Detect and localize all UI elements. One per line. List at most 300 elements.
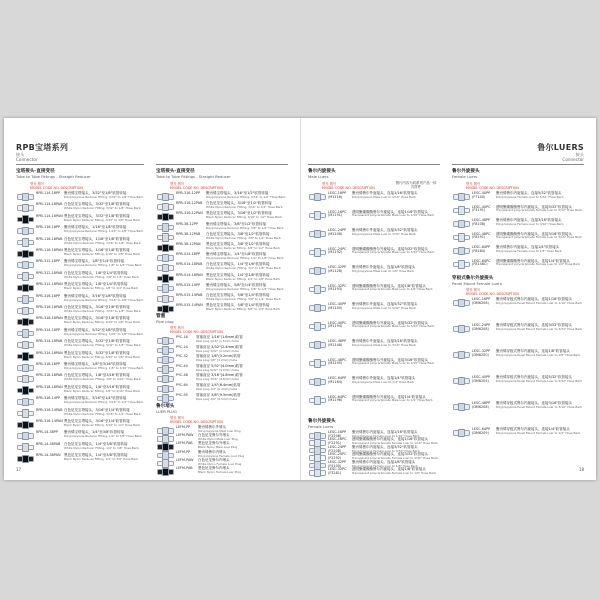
product-code: LESC-48PP (F8108) xyxy=(472,218,491,226)
description-cn: 透明聚碳酸酯鲁尔外旋接头，连接5/32"软管接头 xyxy=(352,320,428,325)
description-cn: 白色尼龙宝塔接头，1/8"至1/4"软管转接 xyxy=(64,270,128,275)
product-code: LESC-48PC (F8191) xyxy=(472,231,491,240)
product-thumbnail-icon xyxy=(14,226,36,234)
description-cn: 聚丙烯宝塔接头，5/32"至1/8"软管转接 xyxy=(64,327,127,332)
product-description xyxy=(206,294,281,302)
description-cn: 聚丙烯鲁尔内旋接头，连接1/8"软管接头 xyxy=(352,459,416,464)
product-thumbnail-icon xyxy=(14,443,36,451)
product-code: LESC-24PP (DM6208) xyxy=(472,323,491,331)
product-thumbnail-icon xyxy=(450,324,472,332)
column-header: 型号 图号 xyxy=(30,182,45,186)
description-en: Polypropylene Reducer Fitting, 3/32" to 1/8" Hose Barb xyxy=(64,194,144,199)
product-code: PYC-64 xyxy=(176,383,188,387)
series-title: RPB宝塔系列 xyxy=(16,143,69,152)
product-thumbnail-icon xyxy=(154,355,176,363)
product-code: RPB-312-18PAB xyxy=(36,270,63,275)
product-code: LESC-40PP (F7140) xyxy=(472,191,491,199)
product-description xyxy=(64,340,141,348)
description-en: Transparent polycarbonate Female Luer to 3/16" Hose Barb xyxy=(496,235,582,240)
description-en: Pipe plug 1/8" (3.2mm) tube xyxy=(196,358,238,363)
description-cn: 聚丙烯穿板式鲁尔内旋接头，连接3/32"软管接头 xyxy=(496,323,572,327)
description-cn: 黑色尼龙宝塔接头，1/8"至1/4"软管转接 xyxy=(64,282,128,287)
product-code: LESC-16PP (M1116) xyxy=(328,191,347,199)
description-en: Polypropylene Panel Mount Female Luer to 1/16" Hose Barb xyxy=(496,300,583,305)
product-row xyxy=(154,374,243,382)
description-cn: 白色尼龙宝塔接头，3/32"至1/8"软管转接 xyxy=(64,202,130,207)
description-cn: 透明聚碳酸酯鲁尔外旋接头，连接1/16"软管接头 xyxy=(352,209,428,214)
product-row xyxy=(306,211,434,219)
product-row xyxy=(306,340,417,348)
description-en: White Nylon Reducer Fitting, 3/8" to 1/2" Hose Barb xyxy=(206,235,281,240)
description-en: Pipe plug 3/32" (2.4mm) tube xyxy=(196,348,239,353)
description-cn: 管塞直径 1/8"(3.2mm)软管 xyxy=(196,354,241,359)
product-code: RPB-114-18PAN xyxy=(36,213,63,218)
product-description xyxy=(352,396,432,404)
product-row xyxy=(154,355,240,363)
product-row xyxy=(450,192,563,200)
description-cn: 聚丙烯宝塔接头，1/8"至3/16"软管转接 xyxy=(64,362,127,366)
right-page xyxy=(300,118,596,480)
description-cn: 聚丙烯宝塔接头，3/16"至1/2"软管转接 xyxy=(206,191,269,195)
product-row xyxy=(154,192,285,200)
catalog-spread xyxy=(4,118,596,480)
description-cn: 透明聚碳酸酯鲁尔内旋接头，连接1/8"软管接头 xyxy=(352,467,426,471)
product-code: RPB-38-12PAN xyxy=(176,242,201,246)
product-code: LESC-64PC (F8148C) xyxy=(472,258,491,267)
description-cn: 聚丙烯鲁尔内旋接头，连接1/16"软管接头 xyxy=(352,430,418,434)
product-code: PYC-16 xyxy=(176,335,188,339)
description-en: White Nylon Reducer Fitting, 1/16" to 1/8" Hose Barb xyxy=(64,240,141,245)
product-thumbnail-icon xyxy=(154,346,176,354)
product-thumbnail-icon xyxy=(306,359,328,367)
description-cn: 白色尼龙宝塔接头，3/16"至1/4"软管转接 xyxy=(64,407,130,412)
product-description xyxy=(496,260,580,268)
product-thumbnail-icon xyxy=(14,306,36,314)
product-row xyxy=(14,260,141,268)
product-row xyxy=(450,402,582,410)
description-en: Polypropylene Reducer Fitting, 1/8" to 1/4" Hose Barb xyxy=(64,263,142,268)
product-code: LESC-16PC (F2291) xyxy=(328,437,347,446)
description-en: White Nylon Reducer Fitting, 1/4" to 1/8" Hose Barb xyxy=(206,266,281,271)
product-row xyxy=(154,284,283,292)
product-thumbnail-icon xyxy=(306,192,328,200)
product-code: LESC-16PC (M1191) xyxy=(328,209,347,218)
product-thumbnail-icon xyxy=(14,249,36,257)
product-row xyxy=(14,203,141,211)
description-cn: 管塞直径 1/16"(1.6mm)软管 xyxy=(196,335,243,339)
note-text: 图片内容为同系列产品一体式样件 xyxy=(395,181,437,189)
product-description xyxy=(64,443,139,451)
description-cn: 聚丙烯鲁尔内堵头 xyxy=(198,449,226,454)
description-en: Pipe plug 5/32" (4.0mm) tube xyxy=(196,367,239,372)
product-code: PYC-95 xyxy=(176,392,188,397)
product-row xyxy=(14,363,143,371)
description-cn: 聚丙烯宝塔接头，3/8"至1/2"软管转接 xyxy=(206,221,266,226)
category-subtitle: Female Luers xyxy=(308,424,334,429)
description-en: Black Nylon Reducer Fitting, 1/8" to 1/4" Hose Barb xyxy=(64,286,139,291)
description-cn: 黑色尼龙宝塔接头，1/4"至1/8"软管转接 xyxy=(206,272,270,277)
category-title: 宝塔接头-直接变径 xyxy=(156,169,195,174)
description-en: Transparent polycarbonate Male Luer to 1/4" Hose Barb xyxy=(352,398,433,403)
category-title: 鲁尔内旋接头 xyxy=(308,169,336,174)
description-en: Transparent polycarbonate Female Luer to 3/32" Hose Barb xyxy=(352,456,438,461)
description-cn: 透明聚碳酸酯鲁尔内旋接头，连接3/16"软管接头 xyxy=(496,231,572,236)
product-description xyxy=(64,409,141,417)
product-thumbnail-icon xyxy=(14,260,36,268)
product-thumbnail-icon xyxy=(450,350,472,358)
product-row xyxy=(14,272,139,280)
category-title: 鲁尔外旋接头 xyxy=(452,169,480,174)
product-row xyxy=(450,376,582,384)
product-code: LESC-48PP (DM6208) xyxy=(472,401,491,409)
series-title: 鲁尔LUERS xyxy=(537,143,584,152)
product-row xyxy=(450,428,580,436)
product-thumbnail-icon xyxy=(154,434,176,442)
description-en: White Nylon Female Luer Plug xyxy=(198,461,242,466)
product-thumbnail-icon xyxy=(14,409,36,417)
description-cn: 聚丙烯鲁尔外旋接头，连接1/16"软管接头 xyxy=(352,191,418,195)
product-row xyxy=(306,468,436,476)
description-en: White Nylon Reducer Fitting, 5/32" to 1/8" Hose Barb xyxy=(64,343,141,348)
description-cn: 白色尼龙宝塔接头，3/16"至1/2"软管转接 xyxy=(206,201,272,206)
description-en: Polypropylene Female Luer to 5/32" Hose Barb xyxy=(496,194,564,199)
category-subtitle: Female Luers xyxy=(452,174,478,179)
product-thumbnail-icon xyxy=(14,238,36,246)
product-row xyxy=(154,263,281,271)
description-cn: 白色尼龙宝塔接头，1/4"至1/8"软管转接 xyxy=(206,262,270,267)
column-header: 型号 图号 xyxy=(466,288,481,292)
product-row xyxy=(14,249,140,257)
product-thumbnail-icon xyxy=(154,374,176,382)
page-number: 18 xyxy=(578,467,584,472)
category-subtitle: Tube to Tube Fittings - Straight Reducer xyxy=(16,174,91,179)
product-description xyxy=(352,468,436,476)
product-description xyxy=(196,384,240,392)
product-description xyxy=(206,223,283,231)
product-description xyxy=(352,266,415,274)
description-cn: 白色尼龙宝塔接头，1/16"至1/8"软管转接 xyxy=(64,236,130,241)
product-row xyxy=(306,192,417,200)
description-cn: 黑色尼龙鲁尔外堵头 xyxy=(198,441,230,446)
description-cn: 白色尼龙宝塔接头，1/8"至3/16"软管转接 xyxy=(64,373,130,378)
product-thumbnail-icon xyxy=(306,285,328,293)
product-row xyxy=(14,226,143,234)
product-row xyxy=(14,238,141,246)
product-description xyxy=(196,355,240,363)
product-thumbnail-icon xyxy=(154,274,176,282)
description-cn: 聚丙烯宝塔接头，1/4"至3/8"软管转接 xyxy=(64,430,124,435)
description-cn: 黑色尼龙宝塔接头，3/8"至1/2"软管转接 xyxy=(206,242,270,246)
column-header-en: MODEL CODE NO. DESCRIPTION xyxy=(170,420,223,424)
product-code: RPB-316-12PAB xyxy=(176,201,203,206)
description-en: Polypropylene Reducer Fitting, 3/16" to 1/2" Hose Barb xyxy=(206,194,286,199)
description-cn: 聚丙烯宝塔接头，3/16"至1/4"软管转接 xyxy=(64,396,127,401)
product-description xyxy=(352,377,415,385)
product-code: RPB-316-18PAB xyxy=(36,305,63,309)
description-cn: 白色尼龙宝塔接头，3/16"至1/8"软管转接 xyxy=(64,305,130,309)
description-en: White Nylon Male Luer Plug xyxy=(198,437,238,442)
product-description xyxy=(352,359,434,367)
page-number: 17 xyxy=(16,467,22,472)
description-cn: 聚丙烯宝塔接头，3/32"至1/8"软管转接 xyxy=(64,191,127,195)
product-code: LEFM-PAW xyxy=(176,433,194,438)
series-subtitle-cn: 接头 xyxy=(575,152,584,157)
product-description xyxy=(64,374,141,382)
description-cn: 聚丙烯穿板式鲁尔内旋接头，连接1/16"软管接头 xyxy=(496,297,572,301)
product-thumbnail-icon xyxy=(306,303,328,311)
description-en: Black Nylon Female Luer Plug xyxy=(198,469,241,474)
product-thumbnail-icon xyxy=(14,397,36,405)
product-description xyxy=(64,317,140,325)
description-cn: 白色尼龙鲁尔内堵头 xyxy=(198,457,230,462)
product-thumbnail-icon xyxy=(306,322,328,330)
product-description xyxy=(196,374,243,382)
product-code: LESC-32PP (F4100) xyxy=(328,459,347,468)
section-rule xyxy=(16,164,144,165)
product-description xyxy=(206,253,283,261)
product-description xyxy=(496,206,582,214)
description-en: Polypropylene Female Luer to 1/8" Hose Barb xyxy=(352,463,418,468)
description-en: Polypropylene Male Luer to 3/16" Hose Barb xyxy=(352,342,416,347)
product-code: RPB-316-14PAB xyxy=(36,407,63,412)
product-row xyxy=(154,233,281,241)
description-cn: 黑色尼龙宝塔接头，3/16"至1/2"软管转接 xyxy=(206,211,272,216)
product-description xyxy=(196,336,243,344)
category-subtitle: Panel Mount Female Luers xyxy=(452,281,502,286)
column-header-en: MODEL CODE NO. DESCRIPTION xyxy=(466,186,519,190)
product-description xyxy=(64,306,141,314)
description-cn: 聚丙烯宝塔接头，1/4"至1/8"软管转接 xyxy=(206,252,266,257)
product-description xyxy=(64,420,140,428)
category-subtitle: Tube to Tube Fittings - Straight Reducer xyxy=(156,174,231,179)
product-thumbnail-icon xyxy=(14,192,36,200)
description-en: Transparent polycarbonate Male Luer to 1/16" Hose Barb xyxy=(352,213,435,218)
product-description xyxy=(64,215,140,223)
product-code: RPB-316-12PAN xyxy=(176,211,203,216)
product-description xyxy=(206,274,280,282)
description-cn: 透明聚碳酸酯鲁尔内旋接头，连接3/32"软管接头 xyxy=(352,452,428,457)
product-code: RPB-314-18PAN xyxy=(36,350,63,355)
product-description xyxy=(496,192,563,200)
product-description xyxy=(206,304,280,312)
product-code: RPB-316-14PP xyxy=(36,396,61,401)
description-en: Polypropylene Reducer Fitting, 1/4" to 3/8" Hose Barb xyxy=(64,434,142,439)
product-code: LESC-48PP (M1148) xyxy=(328,339,347,347)
product-code: LESC-16PP (DM6206) xyxy=(472,297,491,305)
product-row xyxy=(14,283,138,291)
product-code: LESC-32PP (M1128) xyxy=(328,265,347,273)
product-thumbnail-icon xyxy=(154,304,176,312)
product-thumbnail-icon xyxy=(450,428,472,436)
product-thumbnail-icon xyxy=(14,317,36,325)
description-cn: 白色尼龙宝塔接头，5/32"至1/8"软管转接 xyxy=(64,339,130,344)
product-code: RPB-316-14PAN xyxy=(36,419,63,423)
description-cn: 透明聚碳酸酯鲁尔内旋接头，连接1/4"软管接头 xyxy=(496,258,570,263)
description-cn: 管塞直径 3/16"(4.8mm)软管 xyxy=(196,373,243,378)
category-title: 管塞 xyxy=(156,314,166,319)
product-description xyxy=(64,192,143,200)
product-code: LESC-32PC (M1193) xyxy=(328,283,347,292)
product-description xyxy=(64,272,139,280)
product-row xyxy=(14,431,141,439)
product-code: LESC-24PC (F2292) xyxy=(328,452,347,461)
description-en: Polypropylene Male Luer Plug xyxy=(198,428,241,433)
product-description xyxy=(64,249,140,257)
description-cn: 黑色尼龙宝塔接头，1/16"至1/8"软管转接 xyxy=(64,248,130,252)
description-cn: 黑色尼龙宝塔接头，3/16"至1/8"软管转接 xyxy=(64,316,130,321)
description-en: Black Nylon Reducer Fitting, 3/32" to 1/8" Hose Barb xyxy=(64,217,140,222)
product-row xyxy=(154,394,240,402)
column-header: 型号 图号 xyxy=(170,182,185,186)
product-row xyxy=(306,285,432,293)
description-en: Polypropylene Reducer Fitting, 3/16" to 1/8" Hose Barb xyxy=(64,297,144,302)
description-en: Pipe plug 3/8" (9.5mm) tube xyxy=(196,396,238,401)
description-cn: 白色尼龙宝塔接头，1/4"至3/8"软管转接 xyxy=(64,441,128,446)
description-cn: 白色尼龙宝塔接头，3/8"至1/2"软管转接 xyxy=(206,231,270,236)
product-thumbnail-icon xyxy=(14,352,36,360)
product-description xyxy=(496,233,582,241)
description-en: Polypropylene Female Luer to 3/16" Hose Barb xyxy=(496,221,564,226)
product-thumbnail-icon xyxy=(154,253,176,261)
product-code: PYC-48 xyxy=(176,373,188,378)
product-thumbnail-icon xyxy=(14,386,36,394)
product-code: RPB-318-18PP xyxy=(36,362,61,366)
product-code: LESC-24PC (M1192) xyxy=(328,246,347,255)
description-cn: 聚丙烯鲁尔外旋接头，连接1/8"软管接头 xyxy=(352,265,416,269)
column-header: 型号 图号 xyxy=(170,416,185,420)
product-row xyxy=(154,365,243,373)
product-row xyxy=(14,317,140,325)
description-en: Black Nylon Reducer Fitting, 3/16" to 1/8" Hose Barb xyxy=(64,320,140,325)
product-thumbnail-icon xyxy=(14,295,36,303)
product-row xyxy=(154,212,282,220)
product-thumbnail-icon xyxy=(154,223,176,231)
product-description xyxy=(64,283,138,291)
product-row xyxy=(306,303,417,311)
description-en: Polypropylene Reducer Fitting, 3/8" to 1/2" Hose Barb xyxy=(206,225,284,230)
section-rule xyxy=(156,164,288,165)
description-en: Polypropylene Reducer Fitting, 1/16" to 1/8" Hose Barb xyxy=(64,229,144,234)
product-thumbnail-icon xyxy=(306,340,328,348)
product-description xyxy=(64,386,140,394)
description-en: Polypropylene Reducer Fitting, 5/8" to 1/4" Hose Barb xyxy=(206,286,284,291)
product-row xyxy=(154,202,283,210)
description-en: White Nylon Reducer Fitting, 3/16" to 1/4" Hose Barb xyxy=(64,411,141,416)
description-en: Polypropylene Male Luer to 1/4" Hose Barb xyxy=(352,379,414,384)
description-cn: 白色尼龙鲁尔外堵头 xyxy=(198,433,230,438)
description-cn: 聚丙烯鲁尔内旋接头，连接5/32"软管接头 xyxy=(496,191,562,195)
description-en: Transparent polycarbonate Female Luer to 5/32" Hose Barb xyxy=(496,208,582,213)
product-thumbnail-icon xyxy=(154,284,176,292)
product-code: PYC-32 xyxy=(176,354,188,359)
description-cn: 聚丙烯鲁尔外旋接头，连接3/16"软管接头 xyxy=(352,339,418,343)
description-cn: 聚丙烯鲁尔外旋接头，连接3/32"软管接头 xyxy=(352,228,418,232)
product-row xyxy=(14,306,141,314)
product-code: RPB-318-18PAN xyxy=(36,384,63,389)
product-code: RPB-38-12PAB xyxy=(176,231,201,236)
product-description xyxy=(352,322,434,330)
description-en: Pipe plug 3/16" (4.8mm) tube xyxy=(196,377,239,382)
description-en: Polypropylene Panel Mount Female Luer to 3/16" Hose Barb xyxy=(496,404,583,409)
description-en: Pipe plug 1/16" (1.6mm) tube xyxy=(196,338,239,343)
description-en: Transparent polycarbonate Female Luer to 1/8" Hose Barb xyxy=(352,470,437,475)
product-row xyxy=(450,350,580,358)
description-cn: 管塞直径 5/32"(4.0mm)软管 xyxy=(196,363,243,368)
product-description xyxy=(64,352,140,360)
product-thumbnail-icon xyxy=(154,365,176,373)
product-code: RPB-314-18PP xyxy=(36,327,61,332)
product-thumbnail-icon xyxy=(306,377,328,385)
product-thumbnail-icon xyxy=(450,402,472,410)
product-row xyxy=(154,467,241,475)
product-thumbnail-icon xyxy=(154,294,176,302)
product-thumbnail-icon xyxy=(14,203,36,211)
column-header-en: MODEL CODE NO. DESCRIPTION xyxy=(322,186,375,190)
description-en: Polypropylene Panel Mount Female Luer to 5/32" Hose Barb xyxy=(496,378,583,383)
category-subtitle: Pipe plug xyxy=(156,319,174,324)
description-en: Polypropylene Male Luer to 1/8" Hose Barb xyxy=(352,268,414,273)
product-thumbnail-icon xyxy=(450,298,472,306)
description-en: Black Nylon Reducer Fitting, 1/4" to 3/8" Hose Barb xyxy=(64,457,139,462)
product-code: RPB-316-18PP xyxy=(36,293,61,298)
product-thumbnail-icon xyxy=(14,340,36,348)
product-description xyxy=(496,402,582,410)
product-thumbnail-icon xyxy=(14,454,36,462)
product-description xyxy=(206,263,281,271)
description-cn: 黑色尼龙宝塔接头，3/16"至1/4"软管转接 xyxy=(64,419,130,423)
description-cn: 黑色尼龙宝塔接头，1/4"至3/8"软管转接 xyxy=(64,453,128,458)
product-thumbnail-icon xyxy=(14,431,36,439)
product-code: PYC-24 xyxy=(176,344,188,349)
product-row xyxy=(14,454,138,462)
product-thumbnail-icon xyxy=(450,260,472,268)
product-description xyxy=(64,363,143,371)
product-code: LESC-64PP (M1164) xyxy=(328,376,347,384)
product-code: RPB-015-14PAN xyxy=(176,303,203,308)
description-en: Black Nylon Reducer Fitting, 1/4" to 1/8" Hose Barb xyxy=(206,276,281,281)
description-cn: 透明聚碳酸酯鲁尔外旋接头，连接1/4"软管接头 xyxy=(352,394,426,399)
description-cn: 聚丙烯穿板式鲁尔内旋接头，连接1/4"软管接头 xyxy=(496,427,570,431)
product-thumbnail-icon xyxy=(450,246,472,254)
product-code: LESC-40PC (M1194) xyxy=(328,320,347,329)
product-row xyxy=(154,384,240,392)
product-thumbnail-icon xyxy=(154,192,176,200)
description-cn: 聚丙烯鲁尔外堵头 xyxy=(198,425,226,429)
product-thumbnail-icon xyxy=(154,394,176,402)
product-description xyxy=(64,203,141,211)
product-code: LEFM-PAB xyxy=(176,441,193,446)
product-thumbnail-icon xyxy=(154,243,176,251)
product-thumbnail-icon xyxy=(450,192,472,200)
column-header-en: MODEL CODE NO. DESCRIPTION xyxy=(466,292,519,296)
product-code: LEFM-PAB xyxy=(176,466,193,470)
product-row xyxy=(306,359,434,367)
product-description xyxy=(206,202,283,210)
series-subtitle-en: Connector xyxy=(16,157,38,162)
description-cn: 聚丙烯穿板式鲁尔内旋接头，连接1/8"软管接头 xyxy=(496,349,570,353)
description-en: White Nylon Reducer Fitting, 1/8" to 3/16" Hose Barb xyxy=(64,377,141,382)
description-cn: 透明聚碳酸酯鲁尔外旋接头，连接3/32"软管接头 xyxy=(352,246,428,251)
column-header: 型号 图号 xyxy=(322,182,337,186)
product-description xyxy=(352,285,432,293)
product-code: LESC-24PP (F2208) xyxy=(328,444,347,453)
category-title: 宝塔接头-直接变径 xyxy=(16,169,55,174)
product-row xyxy=(154,243,280,251)
series-subtitle-cn: 接头 xyxy=(16,152,25,157)
description-cn: 聚丙烯宝塔接头，1/8"至1/4"软管转接 xyxy=(64,259,124,264)
description-en: Polypropylene Panel Mount Female Luer to 1/4" Hose Barb xyxy=(496,430,581,435)
description-en: Polypropylene Reducer Fitting, 1/8" to 3/16" Hose Barb xyxy=(64,365,144,370)
